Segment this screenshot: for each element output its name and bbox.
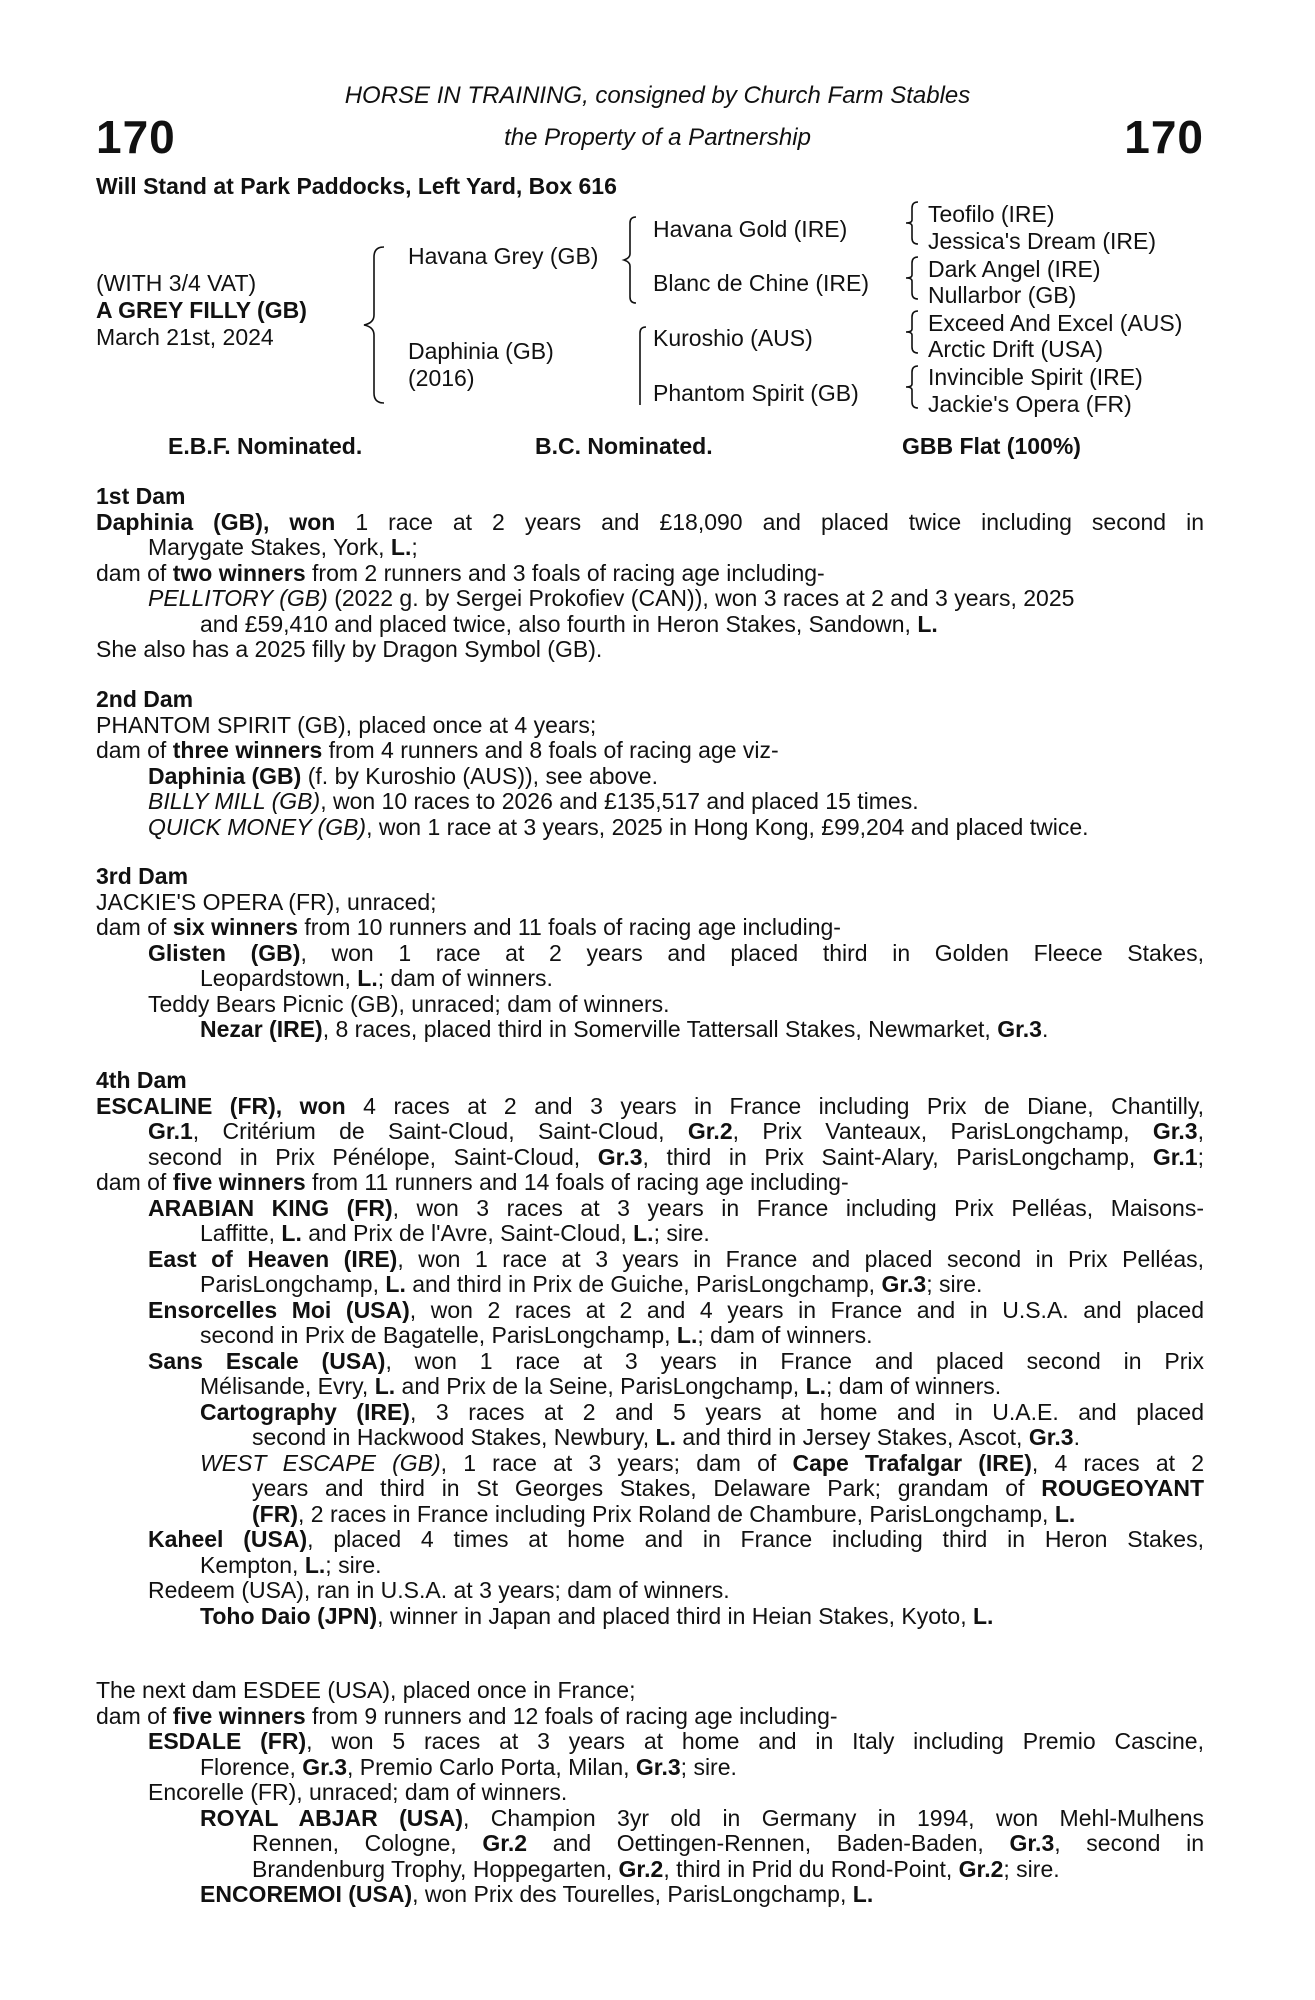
great-grandparent-1: Teofilo (IRE) — [928, 201, 1055, 227]
second-dam-line: Daphinia (GB) (f. by Kuroshio (AUS)), see above. — [148, 762, 658, 789]
third-dam-line: JACKIE'S OPERA (FR), unraced; — [96, 888, 437, 915]
third-dam-line: Teddy Bears Picnic (GB), unraced; dam of winners. — [148, 990, 670, 1017]
fourth-dam-line: Mélisande, Evry, L. and Prix de la Seine, ParisLongchamp, L.; dam of winners. — [200, 1373, 1002, 1399]
next-dam-line: Encorelle (FR), unraced; dam of winners. — [148, 1779, 568, 1805]
next-dam-section — [96, 1678, 1204, 1908]
first-dam-line: She also has a 2025 filly by Dragon Symbol (GB). — [96, 636, 603, 662]
fourth-dam-line: second in Prix de Bagatelle, ParisLongchamp, L.; dam of winners. — [200, 1322, 873, 1348]
great-bracket-3 — [904, 309, 926, 355]
great-grandparent-5: Exceed And Excel (AUS) — [928, 310, 1183, 336]
fourth-dam-line: Cartography (IRE), 3 races at 2 and 5 years at home and in U.A.E. and placed — [200, 1398, 1204, 1425]
fourth-dam-line: Toho Daio (JPN), winner in Japan and placed third in Heian Stakes, Kyoto, L. — [200, 1602, 994, 1629]
next-dam-line: dam of five winners from 9 runners and 12 foals of racing age including- — [96, 1702, 838, 1729]
second-dam-section — [96, 687, 1204, 840]
fourth-dam-line: Gr.1, Critérium de Saint-Cloud, Saint-Cloud, Gr.2, Prix Vanteaux, ParisLongchamp, Gr.3, — [148, 1118, 1204, 1144]
next-dam-line: Florence, Gr.3, Premio Carlo Porta, Milan, Gr.3; sire. — [200, 1753, 737, 1780]
third-dam-section — [96, 864, 1204, 1043]
first-dam-line: dam of two winners from 2 runners and 3 foals of racing age including- — [96, 559, 825, 586]
second-dam-title: 2nd Dam — [96, 686, 194, 712]
great-grandparent-7: Invincible Spirit (IRE) — [928, 364, 1143, 390]
first-dam-title: 1st Dam — [96, 483, 186, 509]
second-dam-line: BILLY MILL (GB), won 10 races to 2026 and £135,517 and placed 15 times. — [148, 788, 919, 814]
fourth-dam-title: 4th Dam — [96, 1067, 187, 1093]
third-dam-line: dam of six winners from 10 runners and 11 foals of racing age including- — [96, 914, 841, 940]
next-dam-line: ESDALE (FR), won 5 races at 3 years at home and in Italy including Premio Cascine, — [148, 1728, 1204, 1754]
lot-number-right: 170 — [1124, 111, 1204, 163]
sire-name: Havana Grey (GB) — [408, 243, 599, 269]
great-bracket-2 — [904, 255, 926, 301]
fourth-dam-line: ESCALINE (FR), won 4 races at 2 and 3 years in France including Prix de Diane, Chantilly, — [96, 1092, 1204, 1119]
next-dam-line: Brandenburg Trophy, Hoppegarten, Gr.2, third in Prid du Rond-Point, Gr.2; sire. — [252, 1855, 1060, 1882]
great-bracket-1 — [904, 200, 926, 246]
third-dam-title: 3rd Dam — [96, 863, 189, 889]
next-dam-line: ENCOREMOI (USA), won Prix des Tourelles, ParisLongchamp, L. — [200, 1881, 874, 1907]
granddam-dam-side: Phantom Spirit (GB) — [653, 380, 859, 406]
vat-note: (WITH 3/4 VAT) — [96, 270, 257, 296]
fourth-dam-line: ParisLongchamp, L. and third in Prix de Guiche, ParisLongchamp, Gr.3; sire. — [200, 1271, 983, 1297]
dam-name: Daphinia (GB) — [408, 338, 554, 364]
fourth-dam-line: Kempton, L.; sire. — [200, 1551, 382, 1578]
subject-bracket — [362, 245, 392, 405]
gbb-nomination: GBB Flat (100%) — [902, 433, 1081, 459]
granddam-sire-side: Blanc de Chine (IRE) — [653, 270, 870, 296]
fourth-dam-line: (FR), 2 races in France including Prix Roland de Chambure, ParisLongchamp, L. — [252, 1500, 1076, 1527]
consignor-line: HORSE IN TRAINING, consigned by Church Farm Stables — [344, 82, 971, 109]
next-dam-line: ROYAL ABJAR (USA), Champion 3yr old in Germany in 1994, won Mehl-Mulhens — [200, 1804, 1204, 1831]
fourth-dam-line: WEST ESCAPE (GB), 1 race at 3 years; dam of Cape Trafalgar (IRE), 4 races at 2 — [200, 1449, 1204, 1476]
great-grandparent-3: Dark Angel (IRE) — [928, 256, 1101, 282]
third-dam-line: Nezar (IRE), 8 races, placed third in Somerville Tattersall Stakes, Newmarket, Gr.3. — [200, 1016, 1049, 1042]
great-bracket-4 — [904, 364, 926, 410]
first-dam-line: PELLITORY (GB) (2022 g. by Sergei Prokofiev (CAN)), won 3 races at 2 and 3 years, 2025 — [148, 585, 1075, 611]
third-dam-line: Leopardstown, L.; dam of winners. — [200, 965, 553, 991]
fourth-dam-line: dam of five winners from 11 runners and 14 foals of racing age including- — [96, 1169, 849, 1195]
fourth-dam-line: second in Prix Pénélope, Saint-Cloud, Gr.3, third in Prix Saint-Alary, ParisLongchamp, Gr.1; — [148, 1143, 1204, 1170]
lot-number-left: 170 — [96, 111, 176, 163]
first-dam-line: Marygate Stakes, York, L.; — [148, 534, 418, 560]
property-line: the Property of a Partnership — [504, 124, 811, 151]
third-dam-line: Glisten (GB), won 1 race at 2 years and placed third in Golden Fleece Stakes, — [148, 939, 1204, 966]
great-grandparent-4: Nullarbor (GB) — [928, 282, 1077, 308]
second-dam-line: PHANTOM SPIRIT (GB), placed once at 4 years; — [96, 711, 597, 738]
first-dam-section — [96, 484, 1204, 663]
grandsire-dam-side: Kuroshio (AUS) — [653, 325, 813, 351]
fourth-dam-line: Kaheel (USA), placed 4 times at home and in France including third in Heron Stakes, — [148, 1526, 1204, 1552]
fourth-dam-line: Redeem (USA), ran in U.S.A. at 3 years; dam of winners. — [148, 1577, 730, 1603]
fourth-dam-line: Ensorcelles Moi (USA), won 2 races at 2 and 4 years in France and in U.S.A. and placed — [148, 1296, 1204, 1323]
fourth-dam-line: years and third in St Georges Stakes, Delaware Park; grandam of ROUGEOYANT — [252, 1475, 1204, 1501]
fourth-dam-section — [96, 1068, 1204, 1629]
subject-foaled: March 21st, 2024 — [96, 324, 274, 350]
great-grandparent-6: Arctic Drift (USA) — [928, 336, 1104, 362]
grandsire-sire-side: Havana Gold (IRE) — [653, 216, 848, 242]
sire-bracket — [622, 215, 646, 305]
second-dam-line: dam of three winners from 4 runners and 8 foals of racing age viz- — [96, 737, 779, 763]
fourth-dam-line: ARABIAN KING (FR), won 3 races at 3 years in France including Prix Pelléas, Maisons- — [148, 1194, 1204, 1221]
great-grandparent-8: Jackie's Opera (FR) — [928, 391, 1132, 417]
first-dam-line: and £59,410 and placed twice, also fourth in Heron Stakes, Sandown, L. — [200, 610, 938, 637]
great-grandparent-2: Jessica's Dream (IRE) — [928, 228, 1157, 254]
dam-year: (2016) — [408, 365, 475, 391]
fourth-dam-line: Sans Escale (USA), won 1 race at 3 years in France and placed second in Prix — [148, 1347, 1205, 1374]
subject-name: A GREY FILLY (GB) — [96, 297, 307, 323]
ebf-nomination: E.B.F. Nominated. — [168, 433, 363, 459]
second-dam-line: QUICK MONEY (GB), won 1 race at 3 years, 2025 in Hong Kong, £99,204 and placed twice. — [148, 813, 1089, 840]
fourth-dam-line: Laffitte, L. and Prix de l'Avre, Saint-Cloud, L.; sire. — [200, 1220, 710, 1246]
next-dam-line: Rennen, Cologne, Gr.2 and Oettingen-Rennen, Baden-Baden, Gr.3, second in — [252, 1830, 1204, 1856]
first-dam-line: Daphinia (GB), won 1 race at 2 years and £18,090 and placed twice including second in — [96, 508, 1204, 535]
next-dam-line: The next dam ESDEE (USA), placed once in France; — [96, 1677, 636, 1703]
fourth-dam-line: second in Hackwood Stakes, Newbury, L. and third in Jersey Stakes, Ascot, Gr.3. — [252, 1424, 1080, 1450]
fourth-dam-line: East of Heaven (IRE), won 1 race at 3 years in France and placed second in Prix Pelléas, — [148, 1245, 1204, 1272]
bc-nomination: B.C. Nominated. — [535, 433, 713, 459]
stand-location: Will Stand at Park Paddocks, Left Yard, Box 616 — [96, 173, 617, 199]
